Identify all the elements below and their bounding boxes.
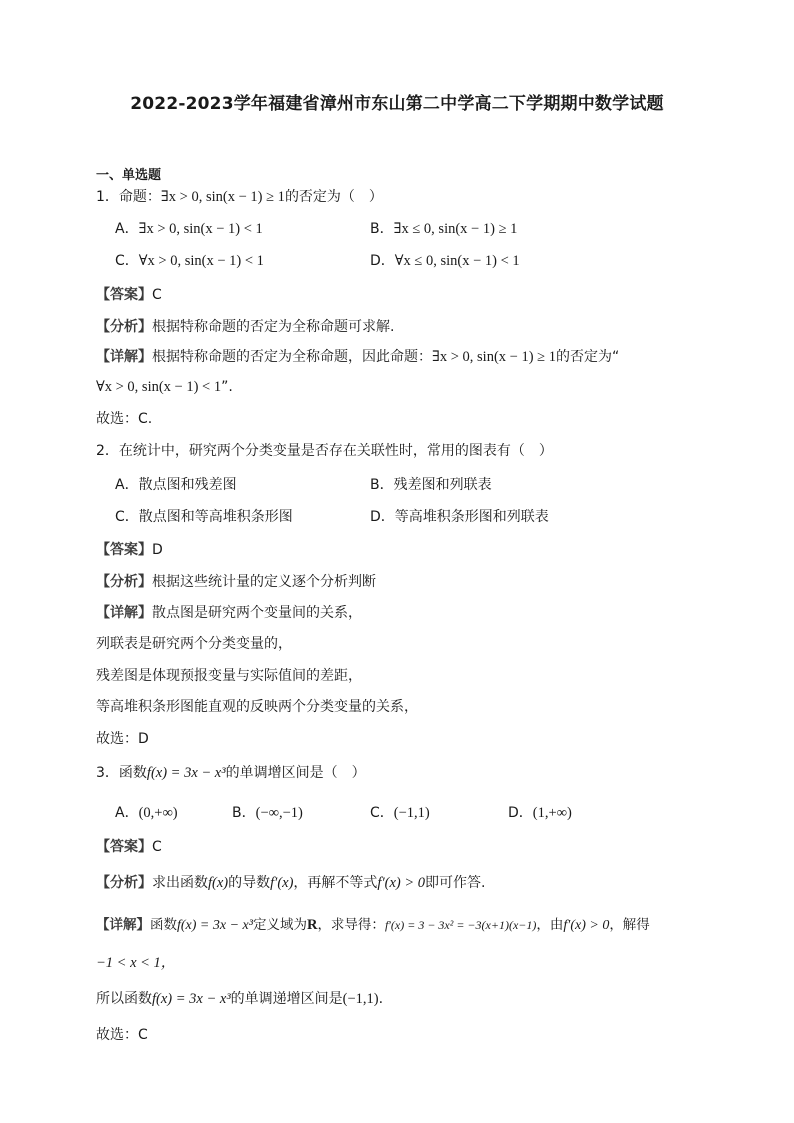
detail-text: 所以函数 xyxy=(96,991,152,1007)
q2-stem: 2．在统计中，研究两个分类变量是否存在关联性时，常用的图表有（ ） xyxy=(96,443,553,459)
q2-detail-line3: 残差图是体现预报变量与实际值间的差距， xyxy=(96,668,362,684)
detail-formula: f′(x) > 0 xyxy=(563,918,610,933)
answer-value: C xyxy=(152,287,162,303)
detail-tag: 【详解】 xyxy=(96,605,152,621)
q1-choose: 故选：C. xyxy=(96,411,153,427)
option-text: (0,+∞) xyxy=(138,805,178,821)
detail-text: 定义域为 xyxy=(252,917,307,933)
q1-option-c xyxy=(115,251,264,271)
option-text: ∀x > 0, sin(x − 1) < 1 xyxy=(138,253,264,269)
q1-detail xyxy=(96,347,619,367)
q1-analysis xyxy=(96,317,394,337)
q2-choose: 故选：D xyxy=(96,731,149,747)
detail-text: ，求导得： xyxy=(317,917,385,933)
option-label: A． xyxy=(115,221,139,237)
answer-tag: 【答案】 xyxy=(96,287,152,303)
q1-stem xyxy=(96,187,383,207)
option-label: A． xyxy=(115,805,139,821)
analysis-formula: f′(x) > 0 xyxy=(377,875,425,891)
q3-option-b xyxy=(232,803,303,823)
q3-stem-formula: f(x) = 3x − x³ xyxy=(146,765,226,781)
detail-formula: ∃x > 0, sin(x − 1) ≥ 1 xyxy=(432,349,557,365)
detail-text: ”. xyxy=(221,379,233,395)
q2-detail xyxy=(96,603,362,623)
detail-text: . xyxy=(378,991,384,1007)
q1-stem-suffix: 的否定为（ ） xyxy=(284,189,383,205)
detail-text: ，由 xyxy=(536,917,564,933)
analysis-tag: 【分析】 xyxy=(96,319,152,335)
option-label: B． xyxy=(232,805,256,821)
option-label: A． xyxy=(115,477,139,493)
option-text: (−1,1) xyxy=(393,805,430,821)
detail-formula: ∀x > 0, sin(x − 1) < 1 xyxy=(96,379,222,395)
q1-answer xyxy=(96,285,162,305)
option-text: ∀x ≤ 0, sin(x − 1) < 1 xyxy=(394,253,520,269)
option-label: B． xyxy=(370,477,394,493)
q3-analysis xyxy=(96,873,485,893)
detail-text: 散点图是研究两个变量间的关系， xyxy=(152,605,362,621)
q2-option-d xyxy=(370,507,549,527)
q1-option-b xyxy=(370,219,517,239)
detail-formula: f(x) = 3x − x³ xyxy=(177,918,253,933)
q2-option-c xyxy=(115,507,293,527)
answer-value: C xyxy=(152,839,162,855)
option-label: C． xyxy=(115,253,139,269)
detail-formula: −1 < x < 1， xyxy=(96,955,176,971)
q2-analysis xyxy=(96,572,376,592)
detail-formula: f′(x) = 3 − 3x² = −3(x+1)(x−1) xyxy=(384,918,537,932)
q2-detail-line4: 等高堆积条形图能直观的反映两个分类变量的关系， xyxy=(96,699,418,715)
q1-detail-line2 xyxy=(96,377,233,397)
q1-option-d xyxy=(370,251,520,271)
option-text: 散点图和等高堆积条形图 xyxy=(138,509,293,525)
detail-formula: R xyxy=(306,917,318,933)
q3-option-a xyxy=(115,803,178,823)
answer-tag: 【答案】 xyxy=(96,839,152,855)
stem-text: 3．函数 xyxy=(96,765,147,781)
option-text: 散点图和残差图 xyxy=(138,477,237,493)
detail-text: 根据特称命题的否定为全称命题，因此命题： xyxy=(152,349,432,365)
option-text: ∃x ≤ 0, sin(x − 1) ≥ 1 xyxy=(393,221,518,237)
section-heading: 一、单选题 xyxy=(96,168,162,183)
analysis-tag: 【分析】 xyxy=(96,875,152,891)
q2-answer xyxy=(96,540,163,560)
analysis-text: ，再解不等式 xyxy=(293,875,378,891)
option-text: 残差图和列联表 xyxy=(393,477,492,493)
detail-tag: 【详解】 xyxy=(96,917,150,933)
option-label: B． xyxy=(370,221,394,237)
answer-value: D xyxy=(152,542,163,558)
q1-stem-formula: ∃x > 0, sin(x − 1) ≥ 1 xyxy=(160,189,285,205)
option-text: (1,+∞) xyxy=(532,805,572,821)
q3-stem xyxy=(96,763,366,783)
q2-option-a xyxy=(115,475,237,495)
q3-detail-line3 xyxy=(96,989,383,1009)
detail-formula: f(x) = 3x − x³ xyxy=(152,991,231,1007)
q3-detail xyxy=(96,915,650,936)
detail-text: 的单调递增区间是 xyxy=(230,991,343,1007)
q1-stem-prefix: 1．命题： xyxy=(96,189,161,205)
option-label: C． xyxy=(115,509,139,525)
option-label: C． xyxy=(370,805,394,821)
answer-tag: 【答案】 xyxy=(96,542,152,558)
q3-option-d xyxy=(508,803,572,823)
detail-text: 函数 xyxy=(150,917,177,933)
q3-detail-line2 xyxy=(96,953,175,973)
analysis-text: 即可作答. xyxy=(425,875,486,891)
analysis-formula: f(x) xyxy=(208,875,229,891)
option-text: 等高堆积条形图和列联表 xyxy=(394,509,549,525)
page-title: 2022-2023学年福建省漳州市东山第二中学高二下学期期中数学试题 xyxy=(130,94,664,114)
q2-option-b xyxy=(370,475,492,495)
option-text: ∃x > 0, sin(x − 1) < 1 xyxy=(138,221,263,237)
q3-option-c xyxy=(370,803,430,823)
detail-text: 的否定为“ xyxy=(556,349,620,365)
analysis-tag: 【分析】 xyxy=(96,574,152,590)
option-label: D． xyxy=(370,253,395,269)
option-text: (−∞,−1) xyxy=(255,805,303,821)
q3-answer xyxy=(96,837,162,857)
detail-formula: (−1,1) xyxy=(342,991,379,1007)
analysis-text: 根据这些统计量的定义逐个分析判断 xyxy=(152,574,376,590)
q3-choose: 故选：C xyxy=(96,1027,148,1043)
analysis-text: 的导数 xyxy=(228,875,271,891)
analysis-text: 根据特称命题的否定为全称命题可求解. xyxy=(152,319,395,335)
analysis-formula: f′(x) xyxy=(270,875,294,891)
option-label: D． xyxy=(370,509,395,525)
q1-option-a xyxy=(115,219,263,239)
option-label: D． xyxy=(508,805,533,821)
detail-text: ，解得 xyxy=(609,917,650,933)
detail-tag: 【详解】 xyxy=(96,349,152,365)
q2-detail-line2: 列联表是研究两个分类变量的， xyxy=(96,636,292,652)
stem-text: 的单调增区间是（ ） xyxy=(225,765,366,781)
analysis-text: 求出函数 xyxy=(152,875,208,891)
